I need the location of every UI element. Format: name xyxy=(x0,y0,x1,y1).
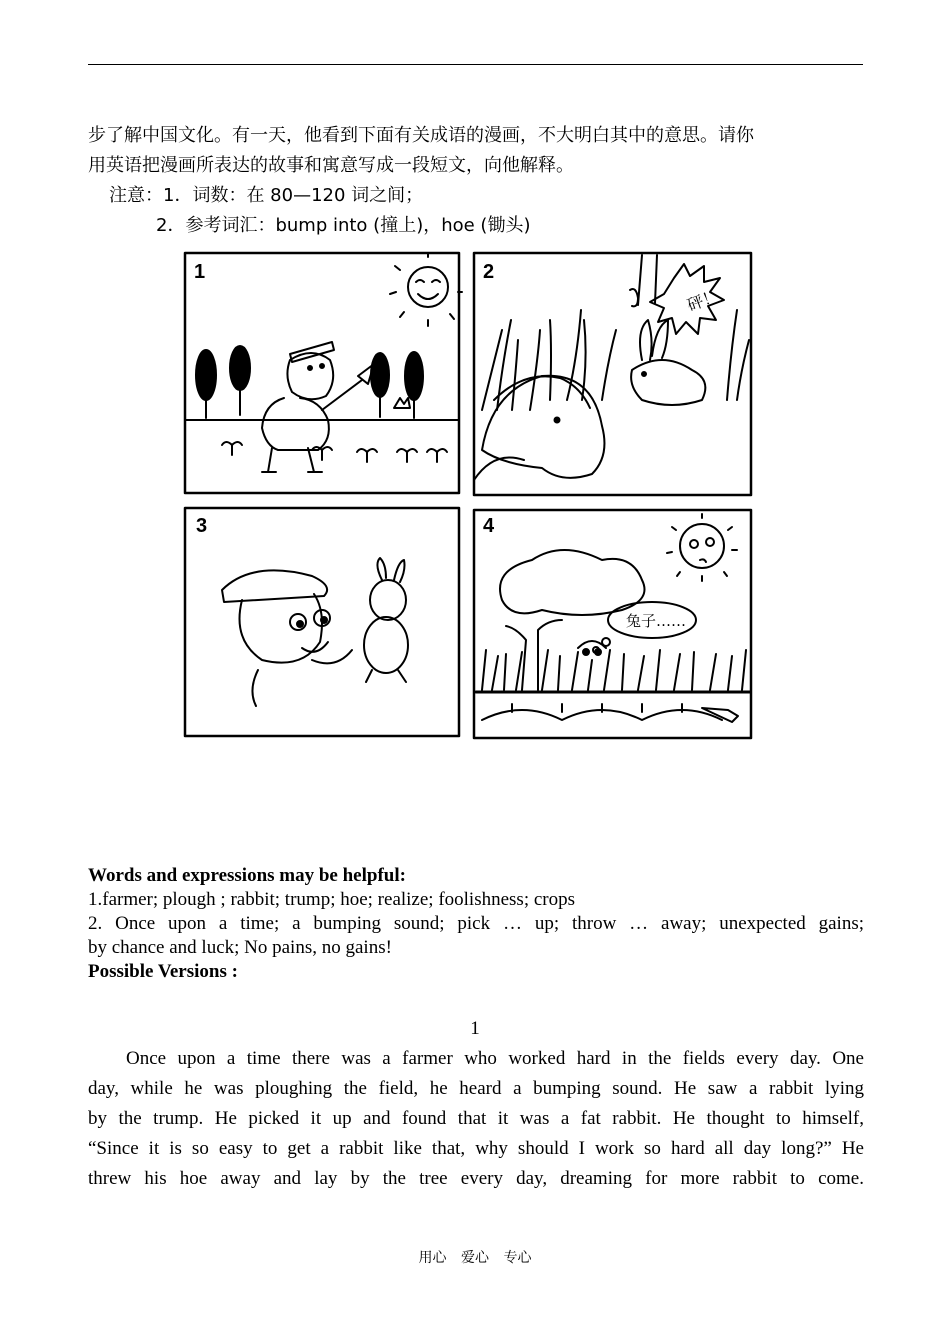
panel-4-number: 4 xyxy=(483,515,495,537)
burst-icon xyxy=(650,264,724,334)
helpful-line-1: 1.farmer; plough ; rabbit; trump; hoe; realize; foolishness; crops xyxy=(88,889,576,910)
header-rule xyxy=(88,64,863,65)
helpful-line-3: by chance and luck; No pains, no gains! xyxy=(88,937,392,958)
thought-bubble-text: 兔子…… xyxy=(626,612,687,630)
helpful-heading: Words and expressions may be helpful: xyxy=(88,865,406,886)
comic-panel-2 xyxy=(474,253,751,495)
rabbit-figure xyxy=(631,320,705,405)
intro-line-1: 步了解中国文化。有一天，他看到下面有关成语的漫画，不大明白其中的意思。请你 xyxy=(88,125,754,146)
seedlings xyxy=(222,442,447,462)
comic-panel-4 xyxy=(474,510,751,738)
burst-sound-text: 砰！ xyxy=(684,286,722,315)
version-line-1: Once upon a time there was a farmer who worked hard in the fields every day. One xyxy=(126,1048,864,1069)
panel-1-number: 1 xyxy=(194,261,206,283)
panel-3-number: 3 xyxy=(196,515,208,537)
held-rabbit-figure xyxy=(364,558,408,682)
version-line-3: by the trump. He picked it up and found that it was a fat rabbit. He thought to himself, xyxy=(88,1108,864,1129)
comic-panel-1 xyxy=(185,253,462,493)
helpful-line-2: 2. Once upon a time; a bumping sound; pick … up; throw … away; unexpected gains; xyxy=(88,913,864,934)
worried-sun-icon xyxy=(667,514,737,581)
small-rabbit-icon xyxy=(394,398,410,408)
note-word-count: 注意：1．词数：在 80—120 词之间； xyxy=(109,185,424,206)
comic-panel-3 xyxy=(185,508,459,736)
note-vocabulary: 2．参考词汇：bump into (撞上)，hoe (锄头) xyxy=(156,215,531,236)
intro-line-2: 用英语把漫画所表达的故事和寓意写成一段短文，向他解释。 xyxy=(88,155,574,176)
happy-farmer-figure xyxy=(222,570,352,706)
panel-2-number: 2 xyxy=(483,261,495,283)
thought-bubble xyxy=(593,602,696,653)
version-line-5: threw his hoe away and lay by the tree every day, dreaming for more rabbit to come. xyxy=(88,1168,864,1189)
sun-icon xyxy=(390,253,462,326)
version-line-2: day, while he was ploughing the field, he heard a bumping sound. He saw a rabbit lying xyxy=(88,1078,864,1099)
version-line-4: “Since it is so easy to get a rabbit like that, why should I work so hard all day long?” He xyxy=(88,1138,864,1159)
page-footer: 用心 爱心 专心 xyxy=(418,1250,532,1266)
version-number: 1 xyxy=(470,1018,480,1039)
comic-strip xyxy=(182,250,754,742)
versions-heading: Possible Versions : xyxy=(88,961,238,982)
